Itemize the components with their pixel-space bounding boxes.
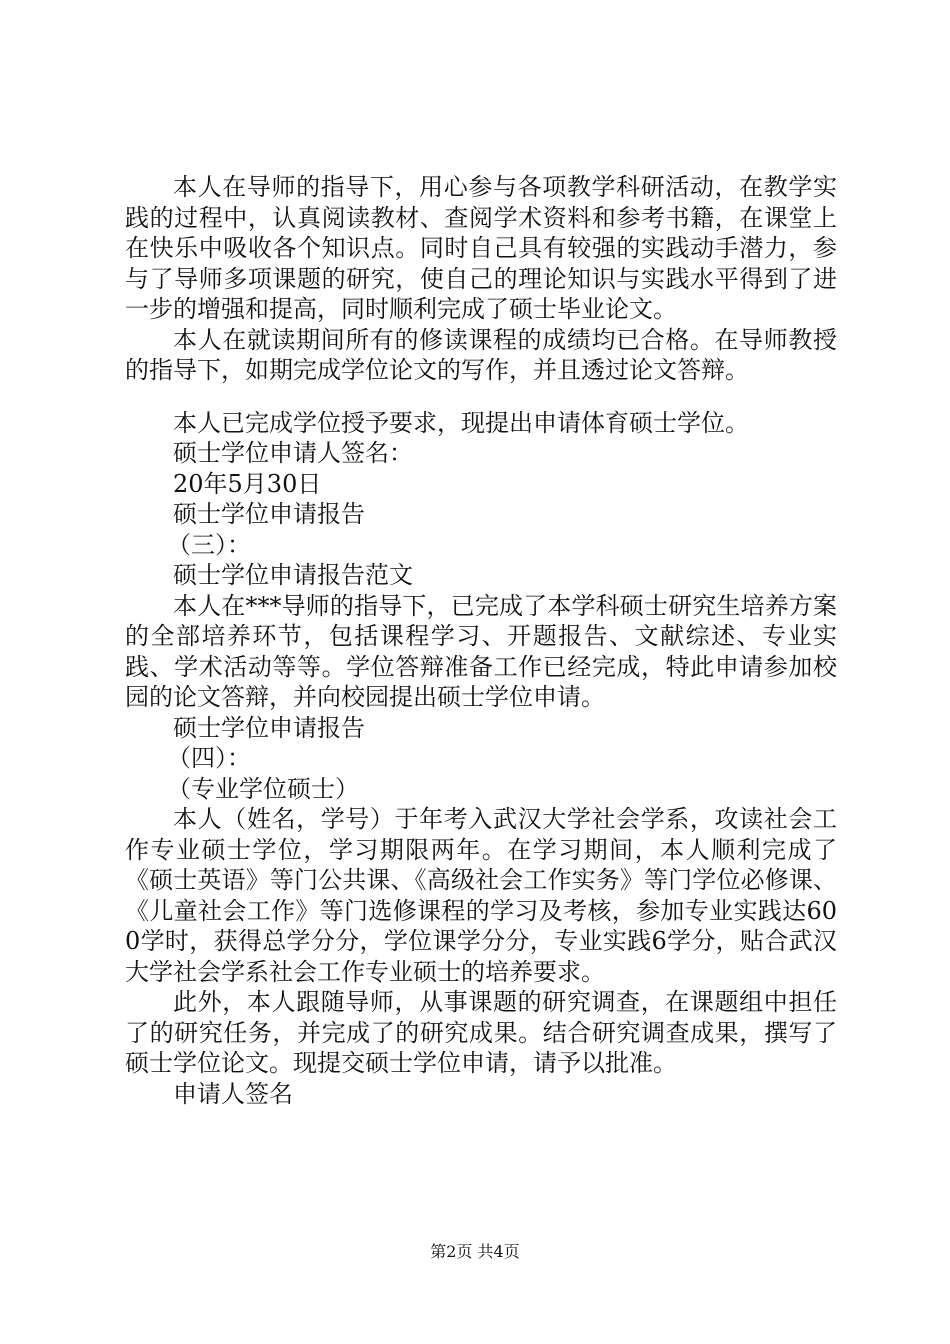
signature-line-1: 硕士学位申请人签名： xyxy=(173,439,413,467)
report-number-4: （四）： xyxy=(167,744,251,772)
paragraph-courses: 本人在就读期间所有的修读课程的成绩均已合格。在导师教授的指导下，如期完成学位论文的写作，并且透过论文答辩。 xyxy=(125,325,837,384)
report-number-3: （三）： xyxy=(167,530,251,559)
paragraph-research: 此外，本人跟随导师，从事课题的研究调查，在课题组中担任了的研究任务，并完成了的研究成果。结合研究调查成果，撰写了硕士学位论文。现提交硕士学位申请，请予以批准。 xyxy=(125,988,837,1077)
report-heading-3: 硕士学位申请报告 xyxy=(173,500,365,528)
report-heading-4: 硕士学位申请报告 xyxy=(173,713,365,742)
paragraph-defense-application: 本人在***导师的指导下，已完成了本学科硕士研究生培养方案的全部培养环节，包括课程学习、开题报告、文献综述、专业实践、学术活动等等。学位答辩准备工作已经完成，特此申请参加校园的论文答辩，并向校园提出硕士学位申请。 xyxy=(125,591,837,711)
paragraph-practice: 本人在导师的指导下，用心参与各项教学科研活动，在教学实践的过程中，认真阅读教材、查阅学术资料和参考书籍，在课堂上在快乐中吸收各个知识点。同时自己具有较强的实践动手潜力，参与了导师多项课题的研究，使自己的理论知识与实践水平得到了进一步的增强和提高，同时顺利完成了硕士毕业论文。 xyxy=(125,173,837,323)
date-line: 20年5月30日 xyxy=(173,469,322,498)
page-number-footer: 第2页 共4页 xyxy=(430,1242,520,1261)
document-body xyxy=(125,172,837,1109)
paragraph-study-record: 本人（姓名，学号）于年考入武汉大学社会学系，攻读社会工作专业硕士学位，学习期限两年。在学习期间，本人顺利完成了《硕士英语》等门公共课、《高级社会工作实务》等门学位必修课、《儿童社会工作》等门选修课程的学习及考核，参加专业实践达600学时，获得总学分分，学位课学分分，专业实践6学分，贴合武汉大学社会学系社会工作专业硕士的培养要求。 xyxy=(125,805,837,986)
report-subtitle-4: （专业学位硕士） xyxy=(167,774,359,803)
signature-line-2: 申请人签名 xyxy=(173,1079,293,1108)
paragraph-gap xyxy=(125,386,837,408)
paragraph-degree-request: 本人已完成学位授予要求，现提出申请体育硕士学位。 xyxy=(173,408,749,437)
report-subtitle-3: 硕士学位申请报告范文 xyxy=(173,561,413,589)
